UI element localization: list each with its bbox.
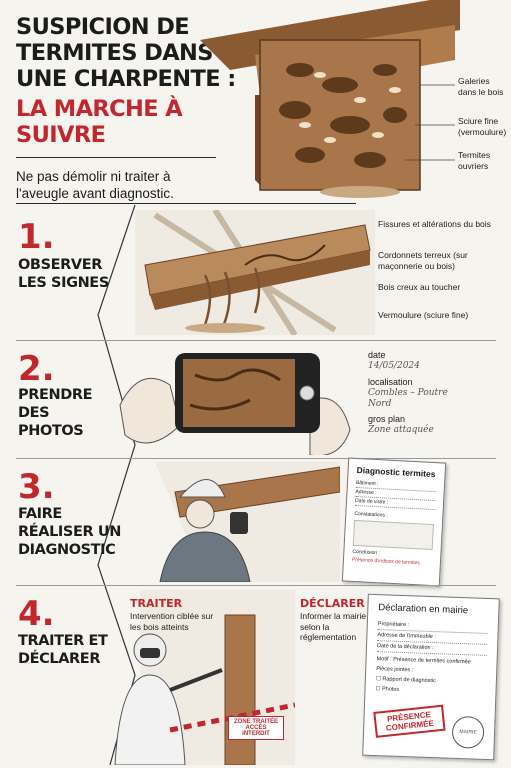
callout-sawdust: Sciure fine (vermoulure) (458, 116, 507, 137)
note-date-value: 14/05/2024 (368, 361, 420, 371)
declaration-motif-value: Présence de termites confirmée (392, 656, 471, 666)
report-conclusion-label: Conclusion : (352, 548, 381, 557)
callout-workers: Termites ouvriers (458, 150, 491, 171)
title-line-1: SUSPICION DE (16, 14, 190, 40)
declaration-field: Propriétaire : (378, 619, 488, 634)
callout-mud-tubes: Cordonnets terreux (sur maçonnerie ou bois) (378, 250, 468, 271)
step-2-divider (16, 458, 496, 459)
declaration-field: Date de la déclaration : (377, 641, 487, 656)
declaration-motif-label: Motif : (376, 656, 392, 663)
note-location-value: Combles – Poutre Nord (368, 388, 448, 409)
phone-illustration (115, 345, 365, 455)
attachment-item: Photos (381, 686, 400, 693)
callout-frass: Vermoulure (sciure fine) (378, 310, 469, 320)
traiter-text: Intervention ciblée sur les bois atteints (130, 611, 214, 632)
callout-hollow-wood: Bois creux au toucher (378, 282, 461, 292)
zone-treated-sign: ZONE TRAITÉE ACCÈS INTERDIT (228, 716, 284, 740)
note-closeup-value: Zone attaquée (368, 425, 434, 435)
step-1-illustration (135, 210, 375, 335)
subtitle-divider (16, 203, 356, 204)
declarer-text: Informer la mairie selon la réglementation (300, 611, 367, 642)
step-1-title: OBSERVER LES SIGNES (18, 257, 109, 291)
inspector-illustration (135, 462, 340, 582)
step-1-divider (16, 340, 496, 341)
title-line-3: UNE CHARPENTE : (16, 66, 236, 92)
subtitle: Ne pas démolir ni traiter à l'aveugle avant diagnostic. (16, 169, 174, 201)
title-line-2: TERMITES DANS (16, 40, 213, 66)
step-4-title: TRAITER ET DÉCLARER (18, 633, 108, 667)
note-date-label: date (368, 350, 386, 360)
report-field: Bâtiment : (356, 479, 436, 492)
title-highlight: LA MARCHE À SUIVRE (16, 96, 183, 148)
callout-galleries: Galeries dans le bois (458, 76, 504, 97)
step-3-divider (16, 585, 496, 586)
step-4-number: 4. (18, 594, 55, 634)
step-3-title: FAIRE RÉALISER UN DIAGNOSTIC (18, 506, 121, 558)
report-sketch (353, 520, 434, 550)
callout-cracks: Fissures et altérations du bois (378, 219, 491, 229)
termite-beam-illustration (200, 0, 460, 200)
declarer-label: DÉCLARER (300, 597, 365, 610)
mairie-seal: MAIRIE (452, 716, 485, 749)
report-field: Adresse : (355, 488, 435, 501)
report-field: Date de visite : (355, 497, 435, 510)
checkbox-icon: ☐ (375, 686, 381, 693)
confirmed-stamp: PRÉSENCE CONFIRMÉE (373, 705, 445, 738)
attachment-item: Rapport de diagnostic (382, 676, 436, 685)
report-title: Diagnostic termites (356, 464, 436, 480)
report-conclusion-value: Présence d'indices de termites (351, 556, 420, 567)
note-location-label: localisation (368, 377, 413, 387)
step-1-number: 1. (18, 217, 55, 257)
traiter-label: TRAITER (130, 597, 183, 610)
mairie-declaration-form (362, 594, 500, 761)
diagnostic-report (342, 458, 446, 587)
checkbox-icon: ☐ (375, 676, 381, 683)
report-observations-label: Constatations : (354, 510, 388, 519)
declaration-attachments-label: Pièces jointes : (376, 666, 414, 674)
step-3-number: 3. (18, 467, 55, 507)
declaration-field: Adresse de l'immeuble : (377, 630, 487, 645)
step-2-number: 2. (18, 349, 55, 389)
declaration-title: Déclaration en mairie (378, 602, 469, 617)
step-2-title: PRENDRE DES PHOTOS (18, 387, 93, 439)
note-closeup-label: gros plan (368, 414, 406, 424)
title-divider (16, 157, 216, 158)
